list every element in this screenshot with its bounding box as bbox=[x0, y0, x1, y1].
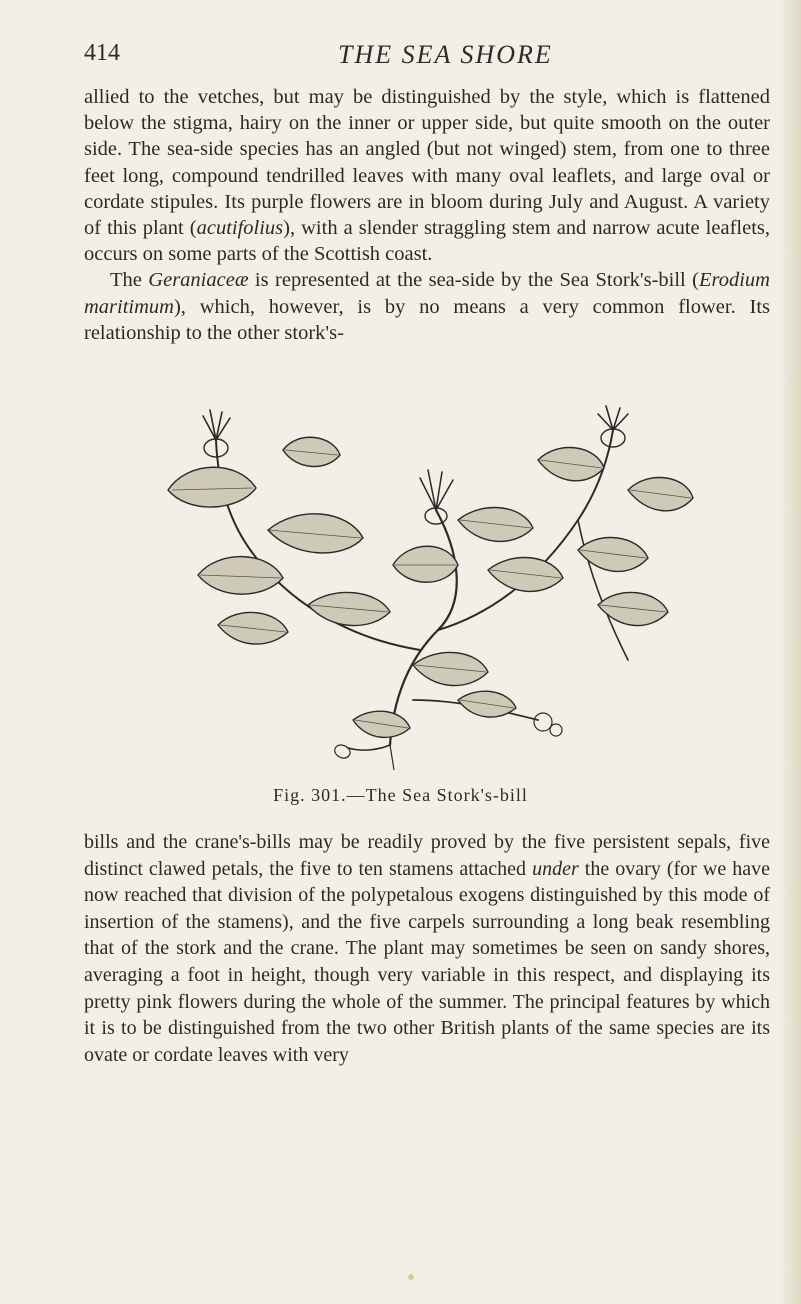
paragraph-geraniaceae: The Geraniaceæ is represented at the sea-side by the Sea Stork's-bill (Erodium maritimum), which, however, is by no means a very common flower. Its relationship to the other stork's- bbox=[84, 269, 770, 344]
body-text-bottom bbox=[84, 829, 770, 1068]
running-head: THE SEA SHORE bbox=[338, 40, 553, 69]
italic-term: acutifolius bbox=[196, 217, 284, 240]
paragraph-vetches: allied to the vetches, but may be distinguished by the style, which is flattened below the stigma, hairy on the inner or upper side, but quite smooth on the outer side. The sea-side species has an angled (but not winged) stem, from one to three feet long, compound tendrilled leaves with many oval leaflets, and large oval or cordate stipules. Its purple flowers are in bloom during July and August. A variety of this plant (acutifolius), with a slender straggling stem and narrow acute leaflets, occurs on some parts of the Scottish coast. bbox=[84, 86, 770, 266]
italic-term: Erodium maritimum bbox=[84, 269, 770, 318]
body-text-top bbox=[84, 84, 770, 346]
figure-caption: Fig. 301.—The Sea Stork's-bill bbox=[273, 785, 528, 805]
page-number: 414 bbox=[84, 40, 120, 66]
botanical-illustration bbox=[158, 400, 698, 772]
ink-spot bbox=[408, 1274, 414, 1280]
paragraph-storks-bill: bills and the crane's-bills may be readily proved by the five persistent sepals, five distinct clawed petals, the five to ten stamens attached under the ovary (for we have now reached that division of the polypetalous exogens distinguished by this mode of insertion of the stamens), and the five carpels surrounding a long beak resembling that of the stork and the crane. The plant may sometimes be seen on sandy shores, averaging a foot in height, though very variable in this respect, and displaying its pretty pink flowers during the whole of the summer. The principal features by which it is to be distinguished from the two other British plants of the same species are its ovate or cordate leaves with very bbox=[84, 831, 770, 1066]
italic-term: Geraniaceæ bbox=[148, 269, 249, 292]
page-edge-shadow bbox=[779, 0, 801, 1304]
figure-sea-storks-bill-illustration bbox=[158, 400, 698, 772]
page-header bbox=[84, 36, 764, 72]
italic-term: under bbox=[532, 857, 579, 880]
